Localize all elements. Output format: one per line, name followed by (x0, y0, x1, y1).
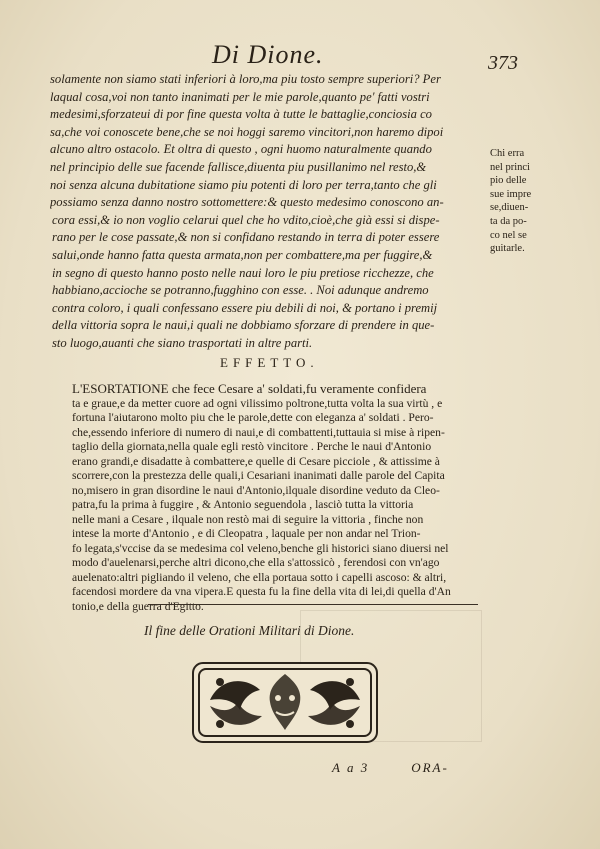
text-line: fortuna l'aiutarono molto piu che le parole,dette con eleganza a' soldati . Pero- (72, 411, 434, 424)
signature-mark: A a 3 (332, 760, 370, 775)
text-line: alcuno altro ostacolo. Et oltra di questo , ogni huomo naturalmente quando (50, 142, 432, 157)
text-line: contra coloro, i quali confessano essere piu debili di noi, & portano i premij (52, 300, 438, 315)
signature-catchword-row (332, 760, 449, 776)
text-line: solamente non siamo stati inferiori à loro,ma piu tosto sempre superiori? Per (50, 72, 441, 86)
text-line: erano grandi,e disadatte à combattere,e quelle di Cesare picciole , & attissime à (72, 454, 440, 468)
marginal-line: se,diuen- (490, 202, 529, 214)
text-line: habbiano,accioche se potranno,fugghino con esse. . Noi adunque andremo (52, 283, 429, 298)
text-line: della vittoria sopra le naui,i quali ne dobbiamo sforzare di prendere in que- (52, 318, 435, 333)
woodcut-headpiece-ornament (190, 660, 380, 745)
text-line: cora essi,& io non voglio celarui quel che ho vdito,cioè,che già essi si dispe- (52, 212, 440, 227)
text-line: taglio della giornata,nella quale egli restò vincitore . Perche le naui d'Antonio (72, 440, 432, 453)
catchword: ORA- (411, 760, 449, 775)
marginal-line: pio delle (490, 175, 527, 187)
closing-line: Il fine delle Orationi Militari di Dione. (144, 623, 355, 638)
text-line: possiamo senza danno nostro sottomettere:& questo medesimo conoscono an- (50, 195, 444, 210)
text-line: intese la morte d'Antonio , e di Cleopatra , laquale per non andar nel Trion- (72, 527, 421, 540)
text-line: medesimi,sforzateui di por fine questa volta à tutte le battaglie,conciosia co (50, 107, 432, 122)
text-line: modo d'auelenarsi,perche altri dicono,che ella s'attossicò , ferendosi con vn'ago (72, 556, 440, 569)
running-header: Di Dione. (212, 40, 324, 69)
text-line: salui,onde hanno fatta questa armata,non per combattere,ma per fuggire,& (52, 247, 433, 262)
marginal-note (490, 147, 590, 256)
marginal-line: sue impre (490, 188, 532, 200)
text-line: in segno di questo hanno posto nelle naui loro le piu pretiose ricchezze, che (52, 265, 434, 280)
oration-text (50, 71, 490, 353)
text-line: tonio,e della guerra d'Egitto. (72, 599, 204, 613)
text-line: facendosi mordere da vna vipera.E questa fu la fine della vita di lei,di quella d'An (72, 585, 451, 598)
text-line: auelenato:altri pigliando il veleno, che ella portaua sotto i capelli ascoso: & altri, (72, 570, 447, 584)
text-line: rano per le cose passate,& non si confidano restando in terra di poter essere (52, 230, 440, 245)
text-line: patra,fu la prima à fuggire , & Antonio seguendola , lasciò tutta la vittoria (72, 498, 414, 511)
text-line: no,misero in gran disordine le naui d'Antonio,ilquale disordine veduto da Cleo- (72, 483, 440, 497)
text-line: nel principio delle sue facende fallisce,diuenta piu pusillanimo nel resto,& (50, 159, 427, 174)
text-line: ta e graue,e da metter cuore ad ogni vilissimo poltrone,tutta volta la sua virtù , e (72, 396, 443, 410)
text-line: sto luogo,auanti che siano trasportati in altre parti. (52, 335, 313, 350)
text-line: sa,che voi conoscete bene,che se noi hoggi saremo vincitori,non haremo dipoi (50, 124, 444, 139)
marginal-line: ta da po- (490, 215, 527, 227)
text-line: fo legata,s'vccise da se medesima col veleno,benche gli historici siano diuersi nel (72, 541, 449, 555)
text-line: nelle mani a Cesare , ilquale non restò mai di seguire la vittoria , finche non (72, 512, 424, 526)
marginal-line: co nel se (490, 229, 527, 241)
text-line: L'ESORTATIONE che fece Cesare a' soldati,fu veramente confidera (72, 382, 427, 396)
text-line: noi senza alcuna dubitatione siamo piu potenti di loro per terra,tanto che gli (50, 177, 437, 192)
text-line: scorrere,con la prestezza delle quali,i Cesariani inanimati dalle parole del Capita (72, 469, 445, 482)
page-number: 373 (488, 52, 518, 74)
marginal-line: nel princi (490, 161, 530, 173)
horizontal-rule (148, 604, 478, 605)
marginal-line: guitarle. (490, 243, 525, 255)
section-heading: EFFETTO. (220, 355, 319, 370)
text-line: laqual cosa,voi non tanto inanimati per le mie parole,quanto pe' fatti vostri (50, 89, 430, 104)
text-line: che,essendo inferiore di numero di naui,e di combattenti,tuttauia si mise à ripen- (72, 425, 445, 439)
effetto-text (72, 382, 482, 614)
marginal-line: Chi erra (490, 148, 525, 159)
